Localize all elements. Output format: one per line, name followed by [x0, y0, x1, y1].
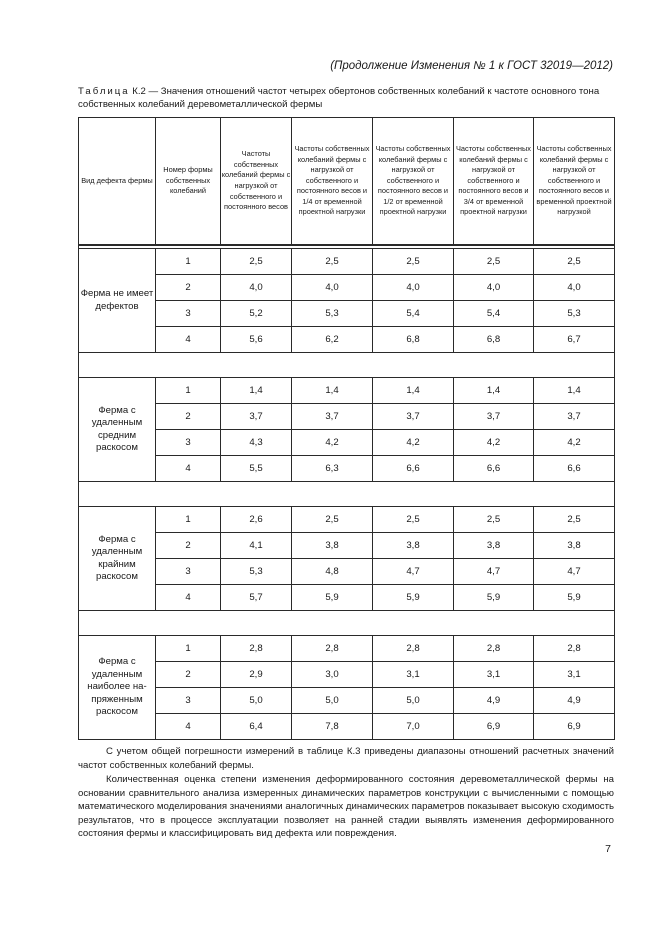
- frequency-ratio-cell: 6,2: [292, 327, 373, 353]
- frequency-ratio-cell: 1,4: [221, 378, 292, 404]
- frequency-ratio-cell: 3,7: [373, 404, 454, 430]
- group-spacer-row: [79, 482, 615, 507]
- table-row: [79, 507, 615, 533]
- frequency-ratio-cell: 6,6: [534, 456, 615, 482]
- mode-number-cell: 1: [156, 249, 221, 275]
- mode-number-cell: 4: [156, 714, 221, 740]
- frequency-ratio-cell: 4,7: [454, 559, 534, 585]
- frequency-ratio-cell: 5,3: [534, 301, 615, 327]
- frequency-ratio-cell: 4,2: [454, 430, 534, 456]
- table-row: [79, 533, 615, 559]
- table-row: [79, 585, 615, 611]
- frequency-ratio-cell: 4,7: [373, 559, 454, 585]
- frequency-ratio-cell: 3,8: [292, 533, 373, 559]
- frequency-ratio-cell: 2,5: [221, 249, 292, 275]
- table-row: [79, 714, 615, 740]
- frequency-ratio-cell: 2,5: [292, 507, 373, 533]
- frequency-ratio-cell: 3,8: [534, 533, 615, 559]
- frequency-ratio-cell: 5,9: [534, 585, 615, 611]
- page-number: 7: [605, 843, 611, 855]
- defect-type-cell: Ферма не имеет дефектов: [79, 249, 156, 353]
- mode-number-cell: 3: [156, 301, 221, 327]
- frequency-ratio-cell: 3,7: [221, 404, 292, 430]
- header-freq-full-load: Частоты собственных колебаний фермы с нагрузкой от собственного и постоянного весов и временной проектной нагрузкой: [534, 118, 615, 246]
- frequency-ratio-cell: 6,8: [373, 327, 454, 353]
- group-spacer-row: [79, 611, 615, 636]
- frequency-ratio-cell: 5,6: [221, 327, 292, 353]
- table-row: [79, 249, 615, 275]
- frequency-ratio-cell: 5,4: [454, 301, 534, 327]
- frequency-ratio-cell: 5,9: [373, 585, 454, 611]
- frequency-ratio-cell: 6,9: [534, 714, 615, 740]
- frequency-ratio-cell: 6,8: [454, 327, 534, 353]
- mode-number-cell: 4: [156, 456, 221, 482]
- mode-number-cell: 4: [156, 585, 221, 611]
- frequency-ratio-cell: 5,3: [292, 301, 373, 327]
- table-row: [79, 559, 615, 585]
- frequency-ratio-cell: 5,0: [373, 688, 454, 714]
- frequency-ratio-cell: 2,8: [534, 636, 615, 662]
- frequency-ratio-cell: 4,0: [454, 275, 534, 301]
- frequency-ratio-cell: 2,6: [221, 507, 292, 533]
- frequency-ratio-cell: 3,8: [373, 533, 454, 559]
- table-row: [79, 456, 615, 482]
- frequency-ratio-cell: 2,5: [454, 507, 534, 533]
- frequency-ratio-cell: 4,9: [454, 688, 534, 714]
- frequency-ratio-cell: 2,9: [221, 662, 292, 688]
- frequency-ratio-cell: 5,0: [221, 688, 292, 714]
- mode-number-cell: 3: [156, 559, 221, 585]
- table-row: [79, 662, 615, 688]
- table-row: [79, 430, 615, 456]
- frequency-ratio-cell: 2,5: [373, 249, 454, 275]
- frequency-ratio-cell: 1,4: [454, 378, 534, 404]
- frequency-ratio-cell: 2,8: [292, 636, 373, 662]
- frequency-ratio-cell: 4,3: [221, 430, 292, 456]
- frequency-ratio-cell: 5,3: [221, 559, 292, 585]
- frequency-ratio-cell: 2,8: [221, 636, 292, 662]
- frequency-ratio-cell: 7,8: [292, 714, 373, 740]
- frequency-ratio-cell: 5,2: [221, 301, 292, 327]
- frequency-ratio-cell: 4,0: [292, 275, 373, 301]
- header-freq-own-weight: Частоты собственных колебаний фермы с нагрузкой от собственного и постоянного весов: [221, 118, 292, 246]
- frequency-ratio-cell: 3,0: [292, 662, 373, 688]
- frequency-ratio-cell: 2,8: [454, 636, 534, 662]
- header-defect-type: Вид дефекта фермы: [79, 118, 156, 246]
- table-row: [79, 327, 615, 353]
- frequency-ratio-cell: 3,1: [534, 662, 615, 688]
- document-header-note: (Продолжение Изменения № 1 к ГОСТ 32019—2012): [330, 60, 613, 72]
- frequency-ratio-cell: 4,0: [534, 275, 615, 301]
- mode-number-cell: 1: [156, 507, 221, 533]
- table-row: [79, 275, 615, 301]
- frequency-ratio-cell: 6,7: [534, 327, 615, 353]
- frequency-ratio-cell: 3,7: [454, 404, 534, 430]
- group-spacer-cell: [79, 353, 615, 378]
- mode-number-cell: 2: [156, 533, 221, 559]
- frequency-ratio-cell: 1,4: [534, 378, 615, 404]
- mode-number-cell: 3: [156, 688, 221, 714]
- table-row: [79, 636, 615, 662]
- table-row: [79, 688, 615, 714]
- frequency-ratio-cell: 2,8: [373, 636, 454, 662]
- defect-type-cell: Ферма с удаленным наиболее на-пряженным раскосом: [79, 636, 156, 740]
- frequency-ratio-cell: 2,5: [534, 507, 615, 533]
- group-spacer-row: [79, 353, 615, 378]
- header-freq-three-quarter-load: Частоты собственных колебаний фермы с нагрузкой от собственного и постоянного весов и 3/4 от временной проектной нагрузки: [454, 118, 534, 246]
- table-row: [79, 378, 615, 404]
- table-row: [79, 404, 615, 430]
- frequency-ratio-cell: 6,4: [221, 714, 292, 740]
- frequency-ratio-cell: 4,7: [534, 559, 615, 585]
- table-header-row: [79, 118, 615, 246]
- frequency-ratio-cell: 4,2: [373, 430, 454, 456]
- frequency-ratio-cell: 3,7: [292, 404, 373, 430]
- frequency-ratio-cell: 5,4: [373, 301, 454, 327]
- group-spacer-cell: [79, 611, 615, 636]
- frequency-ratio-cell: 3,1: [454, 662, 534, 688]
- group-spacer-cell: [79, 482, 615, 507]
- frequency-ratio-cell: 5,7: [221, 585, 292, 611]
- mode-number-cell: 4: [156, 327, 221, 353]
- frequency-ratio-cell: 4,9: [534, 688, 615, 714]
- frequency-ratio-cell: 2,5: [292, 249, 373, 275]
- frequency-ratio-cell: 6,6: [454, 456, 534, 482]
- table-row: [79, 301, 615, 327]
- frequency-ratio-cell: 2,5: [373, 507, 454, 533]
- frequency-ratio-cell: 4,2: [292, 430, 373, 456]
- table-caption-label: Таблица: [78, 86, 130, 97]
- frequency-ratio-table: [78, 117, 615, 740]
- frequency-ratio-cell: 3,8: [454, 533, 534, 559]
- frequency-ratio-cell: 5,9: [292, 585, 373, 611]
- frequency-ratio-cell: 1,4: [373, 378, 454, 404]
- mode-number-cell: 2: [156, 275, 221, 301]
- frequency-ratio-cell: 5,5: [221, 456, 292, 482]
- mode-number-cell: 2: [156, 404, 221, 430]
- paragraph-quantitative-assessment: Количественная оценка степени изменения деформированного состояния деревометаллической фермы на основании сравнительного анализа измеренных динамических параметров конструкции с вычисленными с помощью математического моделирования значениями аналогичных динамических параметров показывает высокую сходимость результатов, что в процессе эксплуатации позволяет на ранней стадии выявлять изменения деформированного состояния фермы и классифицировать вид дефекта или повреждения.: [78, 774, 614, 839]
- table-caption: [78, 85, 614, 111]
- table-caption-text: К.2 — Значения отношений частот четырех обертонов собственных колебаний к частоте основного тона собственных колебаний деревометаллической фермы: [78, 86, 600, 110]
- defect-type-cell: Ферма с удаленным средним раскосом: [79, 378, 156, 482]
- frequency-ratio-cell: 6,9: [454, 714, 534, 740]
- frequency-ratio-cell: 3,7: [534, 404, 615, 430]
- header-mode-number: Номер формы собственных колебаний: [156, 118, 221, 246]
- frequency-ratio-cell: 2,5: [454, 249, 534, 275]
- frequency-ratio-cell: 4,1: [221, 533, 292, 559]
- mode-number-cell: 2: [156, 662, 221, 688]
- frequency-ratio-cell: 1,4: [292, 378, 373, 404]
- frequency-ratio-cell: 4,2: [534, 430, 615, 456]
- mode-number-cell: 3: [156, 430, 221, 456]
- frequency-ratio-cell: 3,1: [373, 662, 454, 688]
- mode-number-cell: 1: [156, 378, 221, 404]
- paragraph-table-k3-note: С учетом общей погрешности измерений в таблице К.3 приведены диапазоны отношений расчетных значений частот собственных колебаний фермы.: [78, 746, 614, 771]
- frequency-ratio-cell: 4,8: [292, 559, 373, 585]
- header-freq-half-load: Частоты собственных колебаний фермы с нагрузкой от собственного и постоянного весов и 1/2 от временной проектной нагрузки: [373, 118, 454, 246]
- frequency-ratio-cell: 2,5: [534, 249, 615, 275]
- header-freq-quarter-load: Частоты собственных колебаний фермы с нагрузкой от собственного и постоянного весов и 1/4 от временной проектной нагрузки: [292, 118, 373, 246]
- frequency-ratio-cell: 4,0: [373, 275, 454, 301]
- defect-type-cell: Ферма с удаленным крайним раскосом: [79, 507, 156, 611]
- frequency-ratio-cell: 4,0: [221, 275, 292, 301]
- frequency-ratio-cell: 5,0: [292, 688, 373, 714]
- frequency-ratio-cell: 6,3: [292, 456, 373, 482]
- frequency-ratio-cell: 6,6: [373, 456, 454, 482]
- mode-number-cell: 1: [156, 636, 221, 662]
- frequency-ratio-cell: 7,0: [373, 714, 454, 740]
- frequency-ratio-cell: 5,9: [454, 585, 534, 611]
